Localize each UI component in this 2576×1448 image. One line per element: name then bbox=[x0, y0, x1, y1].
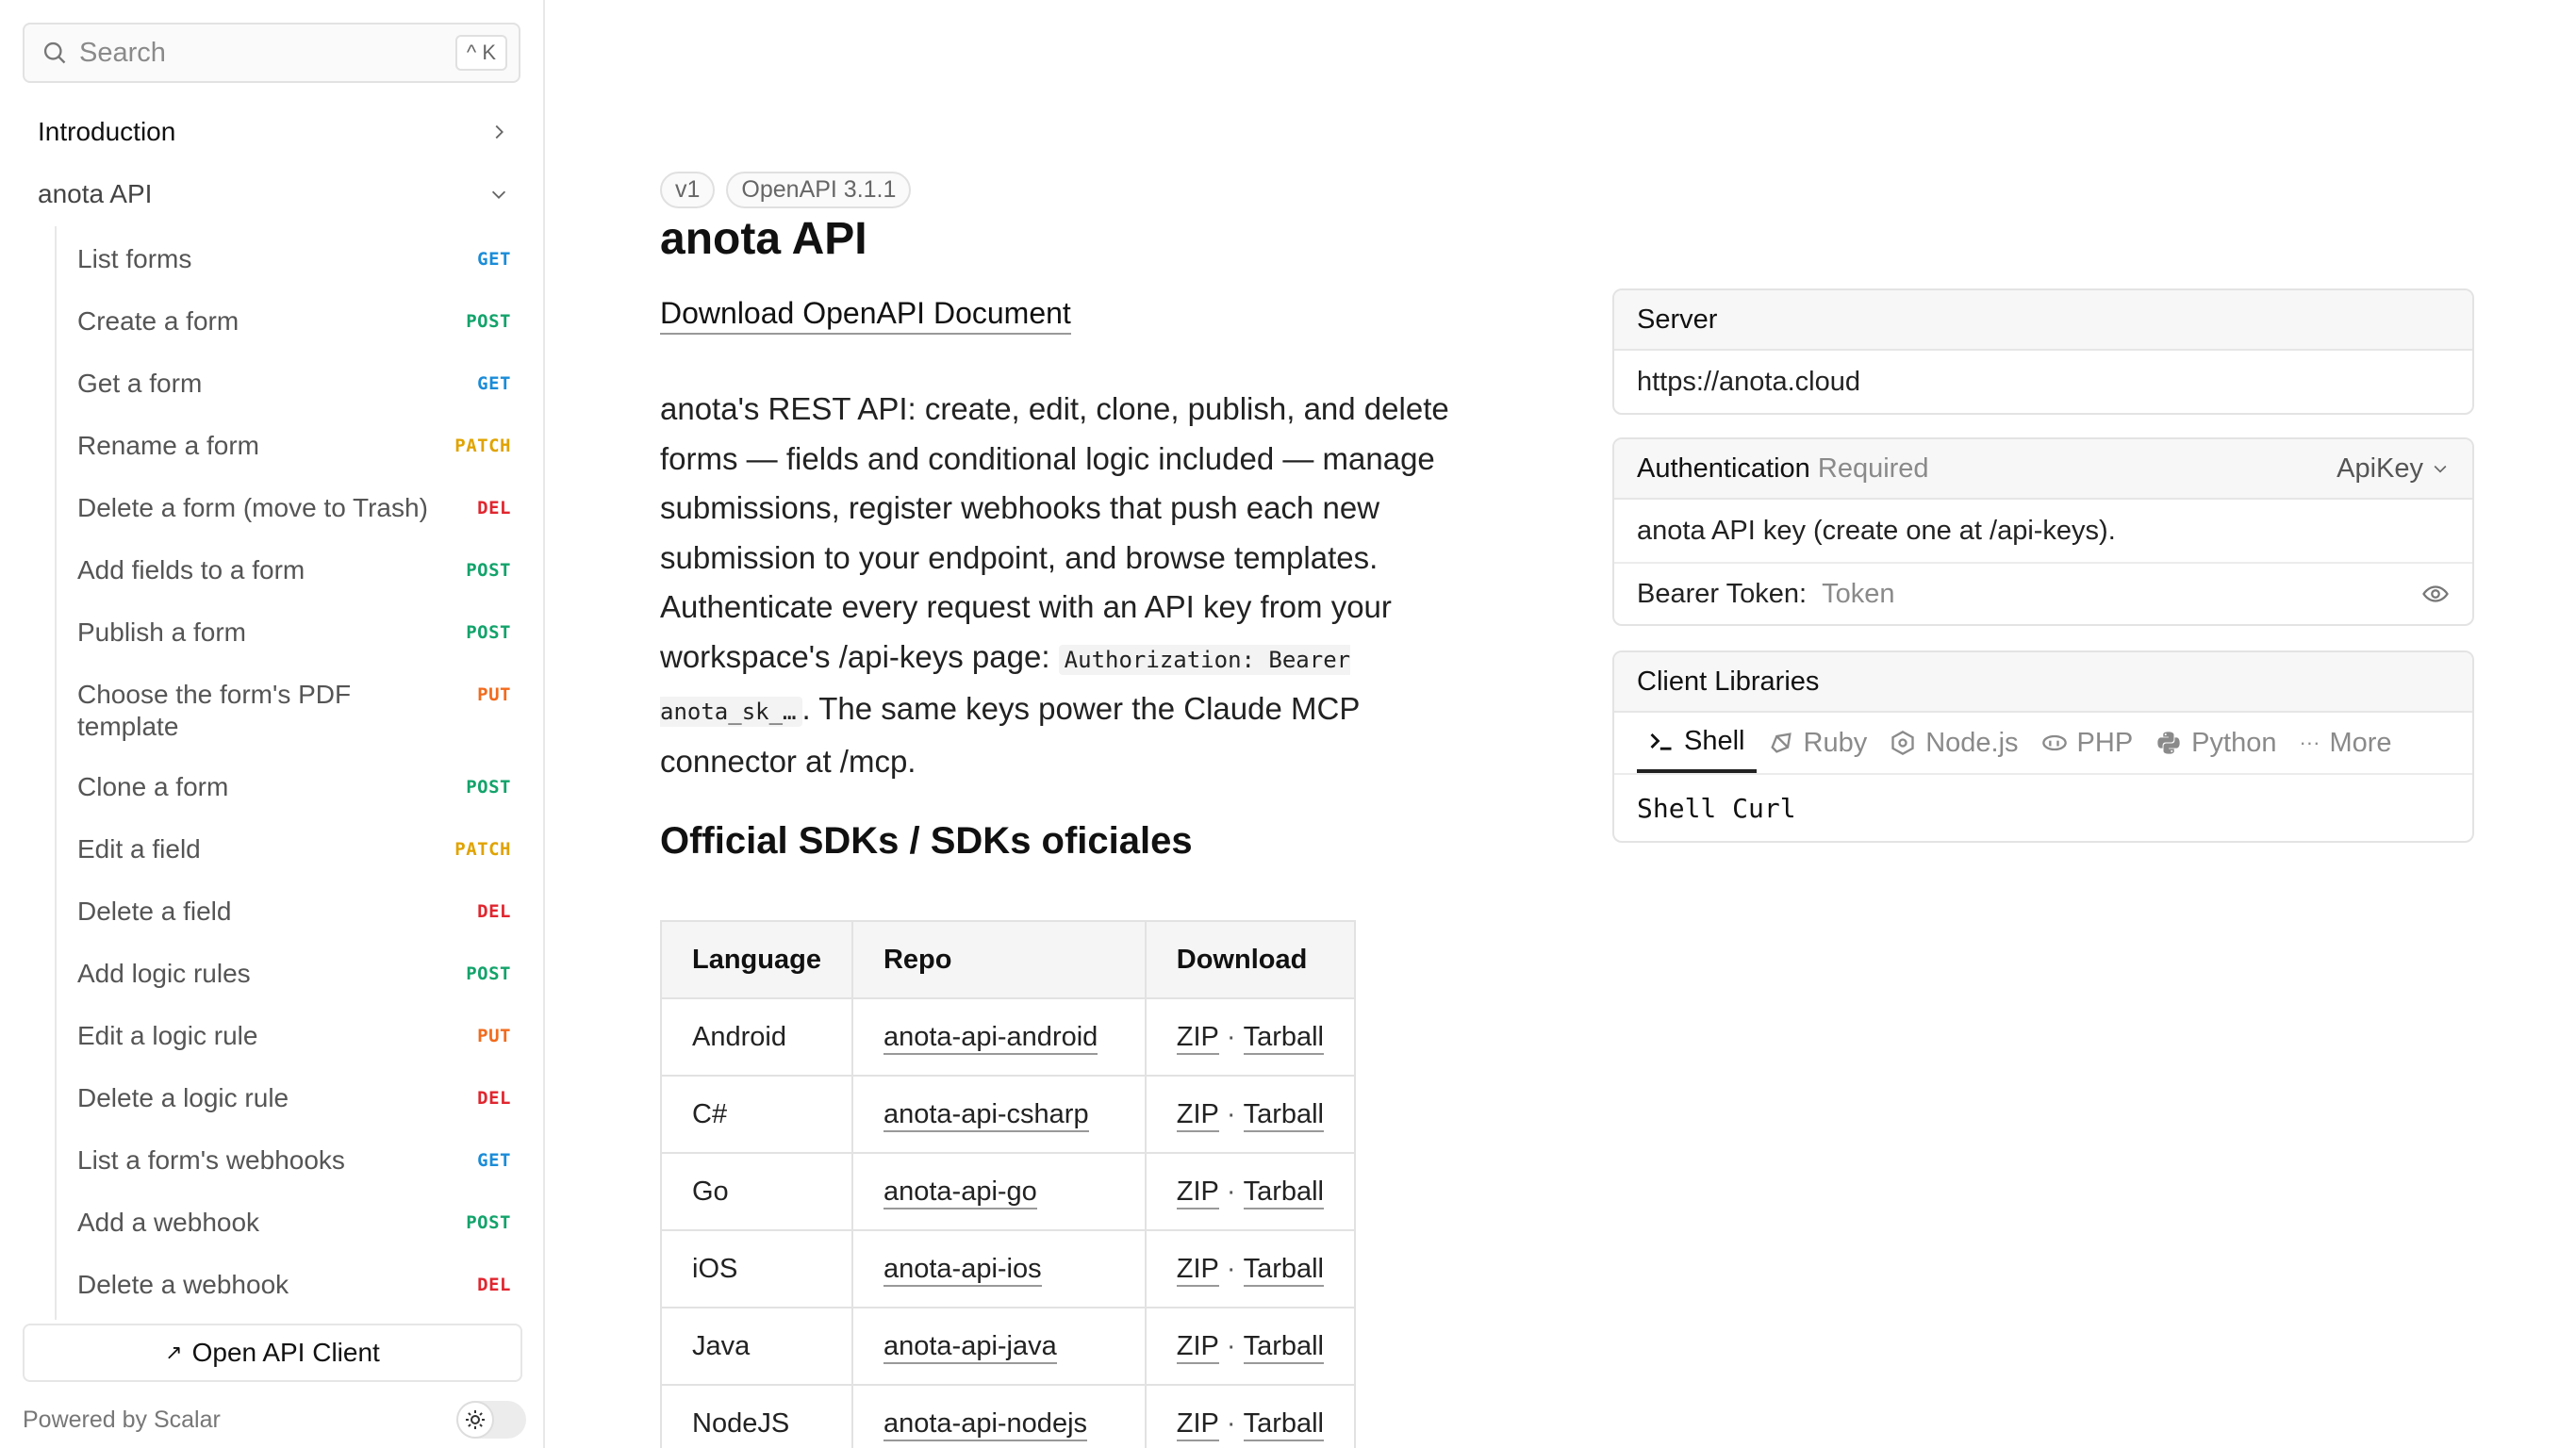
client-libraries-card bbox=[1612, 650, 2474, 843]
separator: · bbox=[1226, 1330, 1236, 1361]
sidebar-endpoint-item[interactable] bbox=[77, 368, 511, 400]
download-cell bbox=[1146, 998, 1355, 1076]
endpoint-label: Rename a form bbox=[77, 431, 259, 460]
server-header: Server bbox=[1614, 290, 2472, 351]
sidebar-group-anota-api[interactable] bbox=[38, 179, 509, 209]
language-cell: iOS bbox=[661, 1230, 852, 1308]
endpoint-label: Add fields to a form bbox=[77, 555, 305, 584]
zip-link[interactable]: ZIP bbox=[1177, 1254, 1219, 1287]
arrow-up-right-icon: ↗ bbox=[165, 1341, 183, 1364]
endpoint-label: Delete a field bbox=[77, 897, 232, 926]
sidebar-endpoint-item[interactable] bbox=[77, 1269, 511, 1301]
http-method-badge: POST bbox=[466, 777, 511, 798]
sidebar-item-label: Introduction bbox=[38, 117, 176, 146]
tab-more[interactable] bbox=[2287, 713, 2403, 773]
version-badge: v1 bbox=[660, 172, 715, 208]
authentication-header bbox=[1614, 439, 2472, 500]
http-method-badge: POST bbox=[466, 963, 511, 984]
sidebar-endpoint-item[interactable] bbox=[77, 896, 511, 928]
endpoint-label: List forms bbox=[77, 244, 192, 273]
page-title: anota API bbox=[660, 214, 867, 264]
language-cell: Android bbox=[661, 998, 852, 1076]
repo-link[interactable]: anota-api-nodejs bbox=[883, 1408, 1087, 1441]
sidebar-endpoint-item[interactable] bbox=[77, 1020, 511, 1052]
repo-cell bbox=[852, 1076, 1146, 1153]
tarball-link[interactable]: Tarball bbox=[1244, 1099, 1324, 1132]
endpoint-label: Edit a logic rule bbox=[77, 1021, 258, 1050]
bearer-token-label: Bearer Token: bbox=[1637, 578, 1808, 609]
tab-ruby[interactable] bbox=[1757, 713, 1879, 773]
http-method-badge: GET bbox=[477, 1150, 511, 1171]
endpoint-label: List a form's webhooks bbox=[77, 1145, 345, 1175]
sidebar-endpoint-item[interactable] bbox=[77, 958, 511, 990]
endpoint-list bbox=[55, 226, 517, 1320]
tab-label: Ruby bbox=[1803, 727, 1868, 758]
sdk-table bbox=[660, 920, 1356, 1448]
more-icon: ··· bbox=[2299, 731, 2320, 754]
auth-scheme-value: ApiKey bbox=[2337, 452, 2423, 484]
zip-link[interactable]: ZIP bbox=[1177, 1408, 1219, 1441]
endpoint-label: Delete a webhook bbox=[77, 1270, 289, 1299]
sidebar-endpoint-item[interactable] bbox=[77, 305, 511, 337]
server-card bbox=[1612, 288, 2474, 415]
table-row bbox=[661, 1230, 1355, 1308]
table-row bbox=[661, 998, 1355, 1076]
download-cell bbox=[1146, 1230, 1355, 1308]
separator: · bbox=[1226, 1176, 1236, 1207]
separator: · bbox=[1226, 1098, 1236, 1129]
open-api-client-label: Open API Client bbox=[191, 1338, 380, 1367]
theme-toggle[interactable] bbox=[456, 1401, 526, 1439]
description-text: anota's REST API: create, edit, clone, publish, and delete forms — fields and conditional logic included — manage submissions, register webhooks that push each new submission to your endpoint, and browse templates. Authenticate every request with an API key from your workspace's /api-keys page: bbox=[660, 391, 1449, 674]
nodejs-icon bbox=[1890, 730, 1916, 756]
zip-link[interactable]: ZIP bbox=[1177, 1022, 1219, 1055]
http-method-badge: PATCH bbox=[454, 839, 511, 860]
sidebar-endpoint-item[interactable] bbox=[77, 1082, 511, 1114]
repo-link[interactable]: anota-api-java bbox=[883, 1331, 1057, 1364]
http-method-badge: DEL bbox=[477, 498, 511, 518]
table-header-row bbox=[661, 921, 1355, 998]
client-library-tabs bbox=[1614, 713, 2472, 775]
language-cell: Go bbox=[661, 1153, 852, 1230]
description-text-end: . The same keys power the Claude MCP connector at /mcp. bbox=[660, 691, 1360, 779]
endpoint-label: Create a form bbox=[77, 306, 239, 336]
sdk-heading: Official SDKs / SDKs oficiales bbox=[660, 820, 1193, 862]
http-method-badge: PUT bbox=[477, 1026, 511, 1046]
tab-php[interactable] bbox=[2030, 713, 2145, 773]
ruby-icon bbox=[1768, 730, 1794, 756]
tab-label: PHP bbox=[2076, 727, 2134, 758]
sidebar-endpoint-item[interactable] bbox=[77, 492, 511, 524]
download-cell bbox=[1146, 1308, 1355, 1385]
separator: · bbox=[1226, 1407, 1236, 1439]
endpoint-label: Edit a field bbox=[77, 834, 201, 864]
openapi-version-badge: OpenAPI 3.1.1 bbox=[726, 172, 911, 208]
download-cell bbox=[1146, 1385, 1355, 1448]
tarball-link[interactable]: Tarball bbox=[1244, 1022, 1324, 1055]
php-icon bbox=[2041, 730, 2068, 756]
chevron-right-icon bbox=[488, 122, 509, 142]
http-method-badge: PATCH bbox=[454, 436, 511, 456]
authentication-title: Authentication bbox=[1637, 452, 1810, 484]
http-method-badge: DEL bbox=[477, 1275, 511, 1295]
http-method-badge: POST bbox=[466, 622, 511, 643]
tarball-link[interactable]: Tarball bbox=[1244, 1331, 1324, 1364]
selected-client-label: Shell Curl bbox=[1637, 792, 1796, 824]
endpoint-label: Publish a form bbox=[77, 617, 246, 647]
language-cell: C# bbox=[661, 1076, 852, 1153]
tab-label: Python bbox=[2191, 727, 2277, 758]
tab-label: Shell bbox=[1684, 725, 1745, 756]
repo-cell bbox=[852, 998, 1146, 1076]
sidebar-endpoint-item[interactable] bbox=[77, 833, 511, 865]
language-cell: Java bbox=[661, 1308, 852, 1385]
repo-link[interactable]: anota-api-go bbox=[883, 1176, 1037, 1209]
version-badges bbox=[660, 172, 911, 208]
http-method-badge: PUT bbox=[477, 684, 511, 705]
endpoint-label: Add a webhook bbox=[77, 1208, 260, 1237]
repo-cell bbox=[852, 1385, 1146, 1448]
table-row bbox=[661, 1076, 1355, 1153]
download-openapi-link[interactable]: Download OpenAPI Document bbox=[660, 296, 1071, 335]
endpoint-label: Clone a form bbox=[77, 772, 229, 801]
column-header-repo: Repo bbox=[852, 921, 1146, 998]
language-cell: NodeJS bbox=[661, 1385, 852, 1448]
separator: · bbox=[1226, 1021, 1236, 1052]
http-method-badge: GET bbox=[477, 373, 511, 394]
download-cell bbox=[1146, 1153, 1355, 1230]
bearer-token-placeholder: Token bbox=[1822, 578, 1895, 609]
sidebar bbox=[0, 0, 545, 1448]
http-method-badge: DEL bbox=[477, 1088, 511, 1109]
endpoint-label: Delete a form (move to Trash) bbox=[77, 493, 428, 522]
sidebar-endpoint-item[interactable] bbox=[77, 771, 511, 803]
separator: · bbox=[1226, 1253, 1236, 1284]
python-icon bbox=[2155, 730, 2182, 756]
terminal-icon bbox=[1648, 728, 1675, 754]
sidebar-endpoint-item[interactable] bbox=[77, 554, 511, 586]
tarball-link[interactable]: Tarball bbox=[1244, 1408, 1324, 1441]
sun-icon bbox=[456, 1401, 494, 1439]
zip-link[interactable]: ZIP bbox=[1177, 1331, 1219, 1364]
search-shortcut: ^ K bbox=[455, 35, 507, 71]
tarball-link[interactable]: Tarball bbox=[1244, 1254, 1324, 1287]
chevron-down-icon bbox=[2431, 459, 2450, 478]
table-row bbox=[661, 1385, 1355, 1448]
tarball-link[interactable]: Tarball bbox=[1244, 1176, 1324, 1209]
sidebar-group-label: anota API bbox=[38, 179, 153, 208]
tab-label: More bbox=[2329, 727, 2392, 758]
repo-cell bbox=[852, 1230, 1146, 1308]
sidebar-item-introduction[interactable] bbox=[38, 117, 509, 147]
endpoint-label: Add logic rules bbox=[77, 959, 251, 988]
bearer-token-field[interactable] bbox=[1614, 562, 2472, 624]
http-method-badge: POST bbox=[466, 311, 511, 332]
column-header-language: Language bbox=[661, 921, 852, 998]
http-method-badge: POST bbox=[466, 560, 511, 581]
server-url[interactable]: https://anota.cloud bbox=[1637, 366, 1860, 397]
column-header-download: Download bbox=[1146, 921, 1355, 998]
table-row bbox=[661, 1153, 1355, 1230]
tab-python[interactable] bbox=[2144, 713, 2287, 773]
eye-icon[interactable] bbox=[2421, 580, 2450, 608]
download-cell bbox=[1146, 1076, 1355, 1153]
api-description bbox=[660, 385, 1490, 786]
authentication-card bbox=[1612, 437, 2474, 626]
required-label: Required bbox=[1817, 452, 1929, 484]
http-method-badge: DEL bbox=[477, 901, 511, 922]
tab-shell[interactable] bbox=[1637, 713, 1757, 773]
zip-link[interactable]: ZIP bbox=[1177, 1176, 1219, 1209]
auth-description: anota API key (create one at /api-keys). bbox=[1637, 515, 2116, 546]
tab-nodejs[interactable] bbox=[1878, 713, 2029, 773]
endpoint-label: Get a form bbox=[77, 369, 203, 398]
sidebar-endpoint-item[interactable] bbox=[77, 243, 511, 275]
sidebar-endpoint-item[interactable] bbox=[77, 679, 511, 743]
open-api-client-button[interactable] bbox=[23, 1324, 522, 1382]
repo-cell bbox=[852, 1308, 1146, 1385]
endpoint-label: Delete a logic rule bbox=[77, 1083, 289, 1112]
powered-by-scalar[interactable]: Powered by Scalar bbox=[23, 1407, 221, 1433]
chevron-down-icon bbox=[488, 184, 509, 205]
zip-link[interactable]: ZIP bbox=[1177, 1099, 1219, 1132]
tab-label: Node.js bbox=[1925, 727, 2019, 758]
table-row bbox=[661, 1308, 1355, 1385]
sidebar-endpoint-item[interactable] bbox=[77, 430, 511, 462]
search-placeholder: Search bbox=[79, 37, 166, 68]
auth-scheme-select[interactable] bbox=[2337, 453, 2450, 485]
endpoint-label: Choose the form's PDF template bbox=[77, 680, 352, 741]
repo-link[interactable]: anota-api-ios bbox=[883, 1254, 1042, 1287]
repo-link[interactable]: anota-api-android bbox=[883, 1022, 1098, 1055]
search-icon bbox=[41, 40, 68, 66]
repo-cell bbox=[852, 1153, 1146, 1230]
sidebar-endpoint-item[interactable] bbox=[77, 1207, 511, 1239]
sidebar-endpoint-item[interactable] bbox=[77, 617, 511, 649]
http-method-badge: POST bbox=[466, 1212, 511, 1233]
http-method-badge: GET bbox=[477, 249, 511, 270]
client-libraries-header: Client Libraries bbox=[1614, 652, 2472, 713]
auth-header-code: Authorization: Bearer anota_sk_… bbox=[660, 646, 1351, 725]
sidebar-endpoint-item[interactable] bbox=[77, 1144, 511, 1176]
search-input[interactable] bbox=[23, 23, 520, 83]
repo-link[interactable]: anota-api-csharp bbox=[883, 1099, 1089, 1132]
